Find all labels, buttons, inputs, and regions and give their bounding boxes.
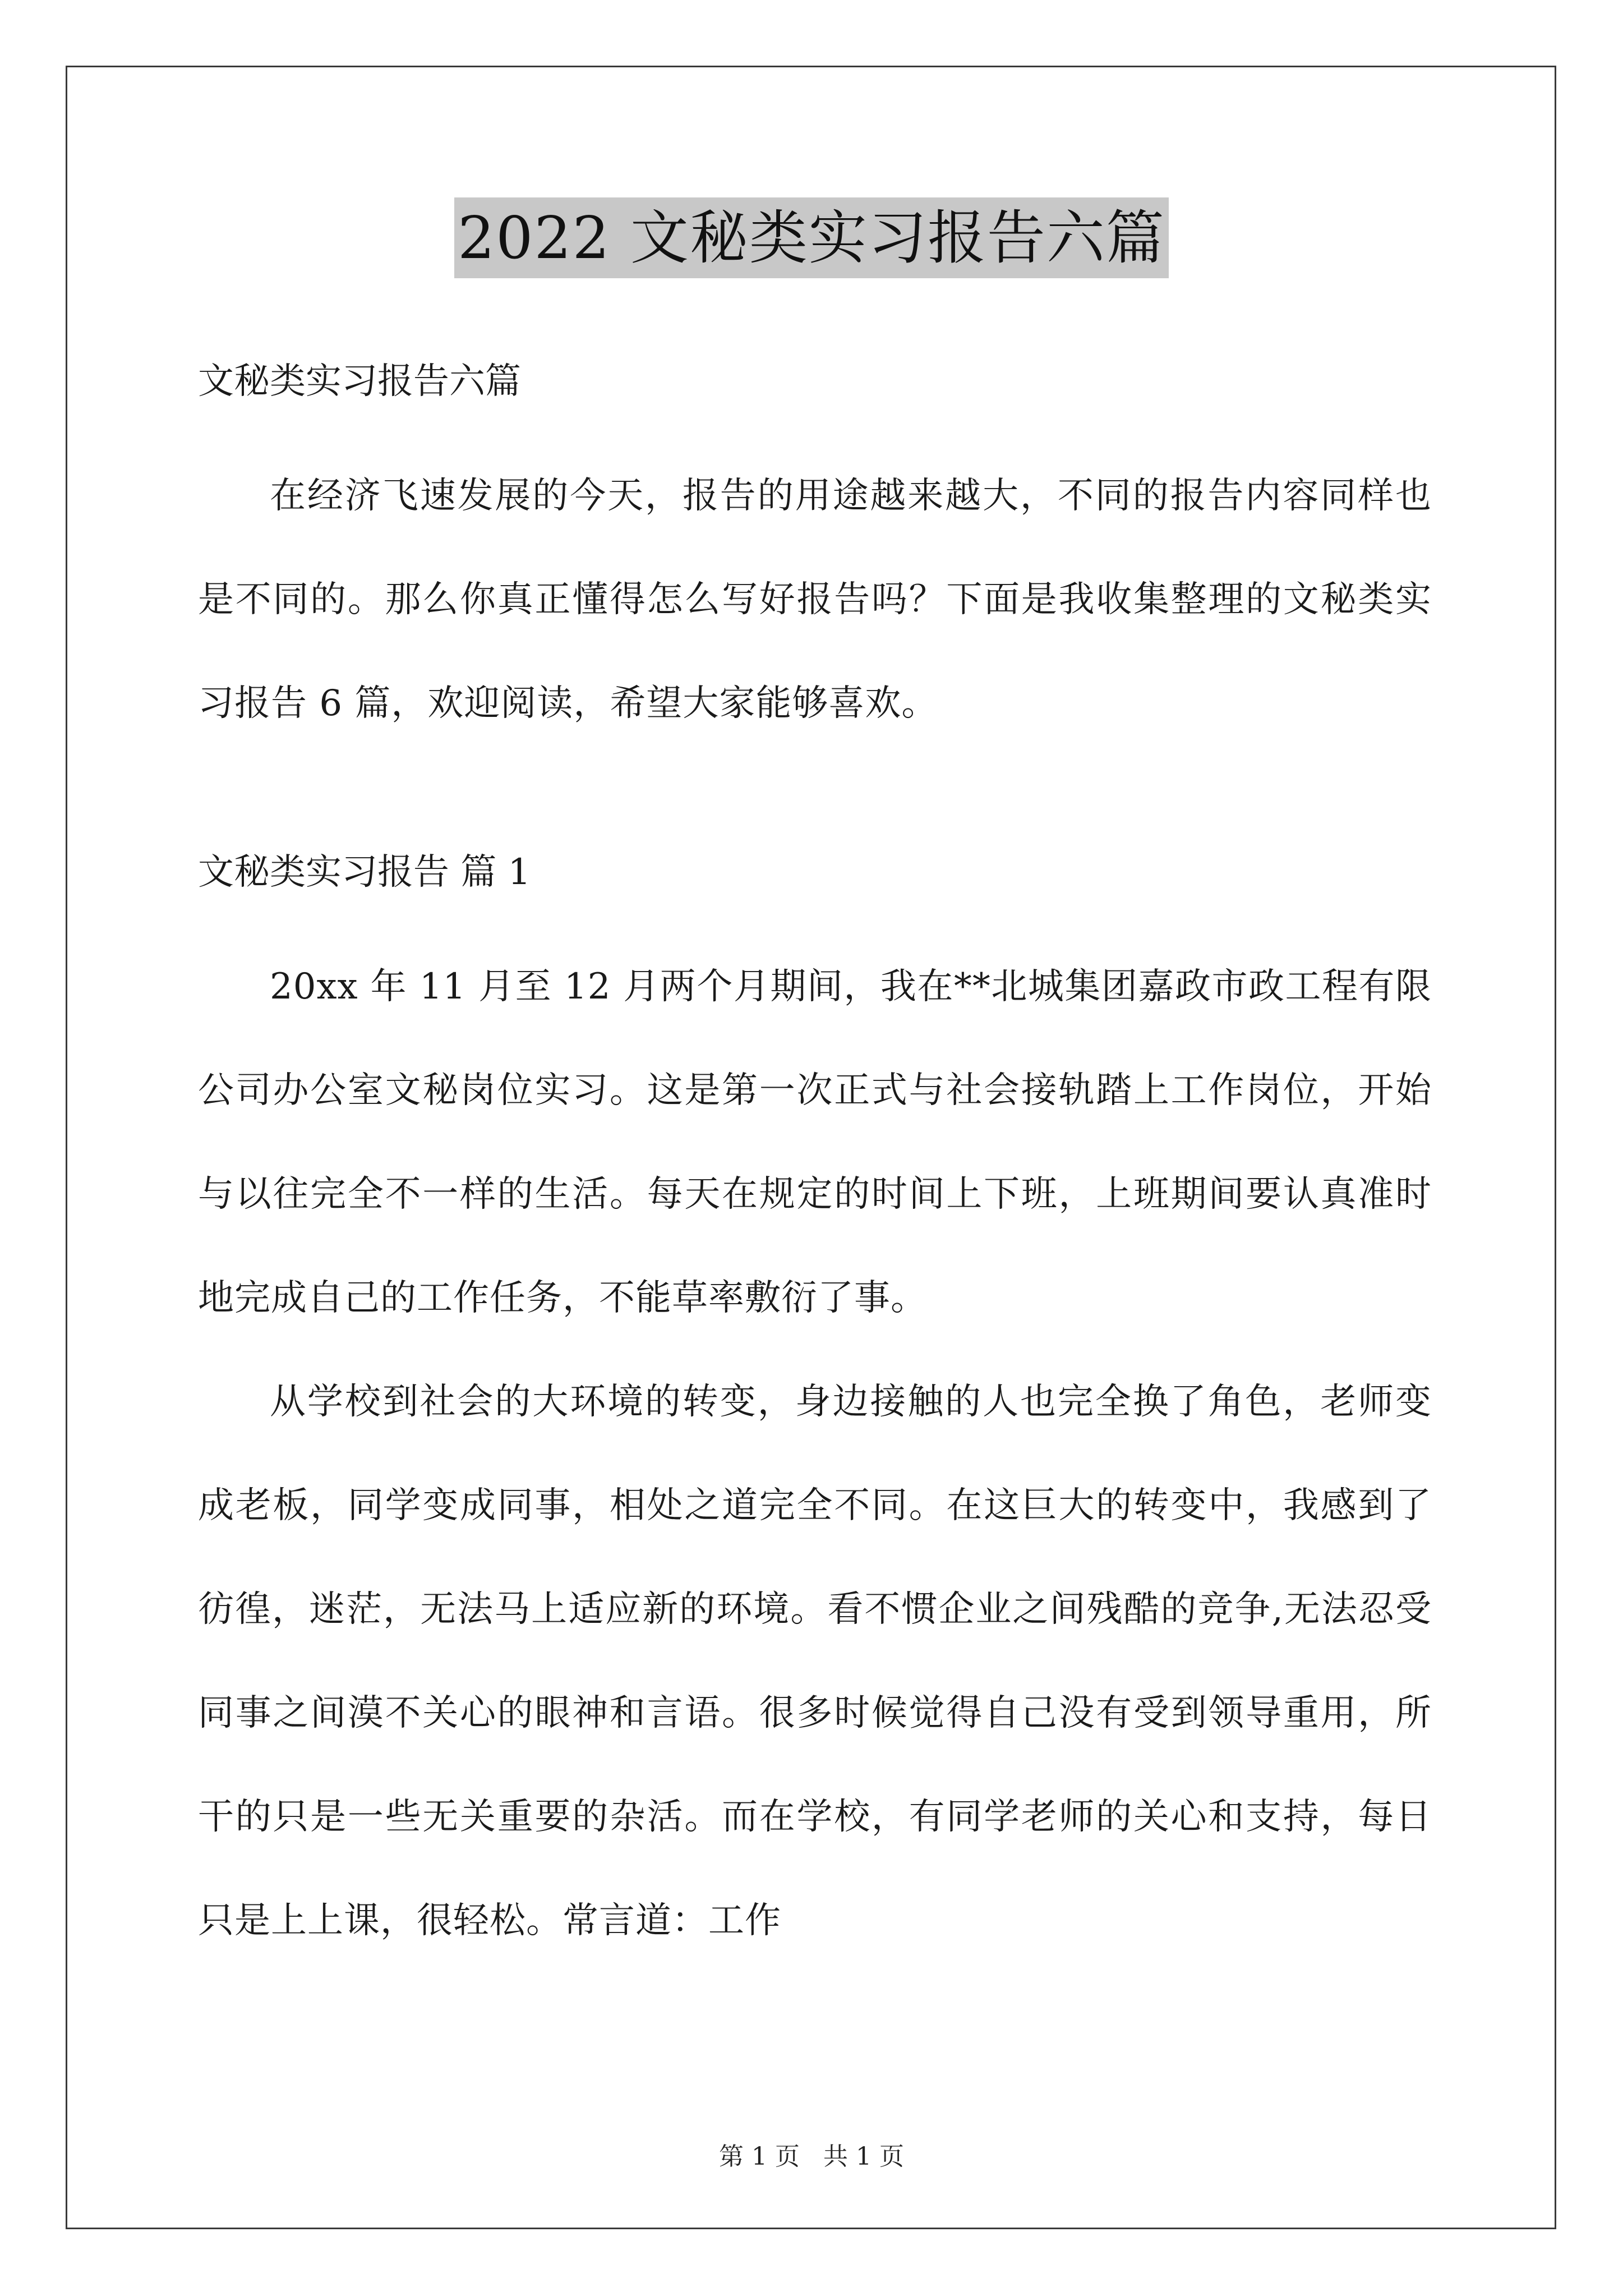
document-subtitle: 文秘类实习报告六篇 (198, 361, 521, 402)
document-body (198, 348, 1432, 1973)
title-container (0, 197, 1623, 278)
intro-paragraph: 在经济飞速发展的今天，报告的用途越来越大，不同的报告内容同样也是不同的。那么你真正懂得怎么写好报告吗？下面是我收集整理的文秘类实习报告 6 篇，欢迎阅读，希望大家能够喜欢。 (198, 475, 1432, 724)
section-heading: 文秘类实习报告 篇 1 (198, 852, 531, 893)
page-number: 第 1 页 (719, 2142, 800, 2171)
page-footer (0, 2140, 1623, 2174)
body-paragraph-2: 从学校到社会的大环境的转变，身边接触的人也完全换了角色，老师变成老板，同学变成同事，相处之道完全不同。在这巨大的转变中，我感到了彷徨，迷茫，无法马上适应新的环境。看不惯企业之间残酷的竞争,无法忍受同事之间漠不关心的眼神和言语。很多时候觉得自己没有受到领导重用，所干的只是一些无关重要的杂活。而在学校，有同学老师的关心和支持，每日只是上上课，很轻松。常言道：工作 (198, 1381, 1432, 1941)
spacer (198, 415, 1432, 444)
body-paragraph-1: 20xx 年 11 月至 12 月两个月期间，我在**北城集团嘉政市政工程有限公司办公室文秘岗位实习。这是第一次正式与社会接轨踏上工作岗位，开始与以往完全不一样的生活。每天在规定的时间上下班，上班期间要认真准时地完成自己的工作任务，不能草率敷衍了事。 (198, 966, 1432, 1319)
document-title: 2022 文秘类实习报告六篇 (454, 197, 1169, 278)
spacer (198, 756, 1432, 839)
spacer (198, 906, 1432, 935)
page-total: 共 1 页 (823, 2142, 904, 2171)
